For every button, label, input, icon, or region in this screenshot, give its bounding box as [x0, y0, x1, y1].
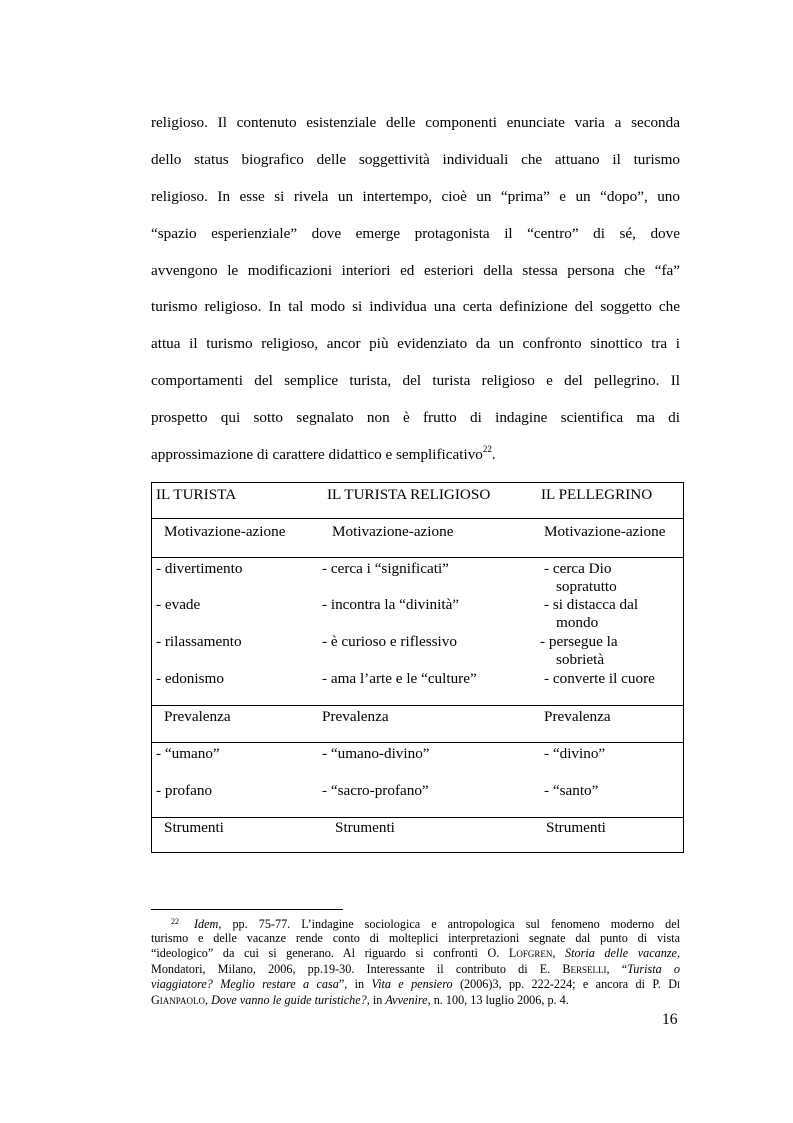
table-subheader: Prevalenza — [164, 708, 231, 725]
footnote-line — [151, 946, 680, 960]
table-cell: - evade — [156, 596, 201, 613]
footnote-reference[interactable]: 22 — [482, 444, 492, 454]
table-rule — [152, 742, 683, 743]
table-subheader: Motivazione-azione — [544, 523, 666, 540]
body-line: religioso. Il contenuto esistenziale delle componenti enunciate varia a seconda — [151, 114, 680, 131]
footnote-italic: viaggiatore? Meglio restare a casa — [151, 977, 339, 991]
table-cell: - rilassamento — [156, 633, 242, 650]
footnote-italic: Idem — [194, 917, 219, 931]
footnote-italic: Storia delle vacanze, — [565, 946, 681, 960]
comparison-table — [151, 482, 684, 853]
body-line: prospetto qui sotto segnalato non è frutto di indagine scientifica ma di — [151, 409, 680, 426]
table-cell-wrap: mondo — [556, 614, 599, 631]
table-cell — [540, 633, 618, 669]
table-cell: - ama l’arte e le “culture” — [322, 670, 477, 687]
table-subheader: Motivazione-azione — [164, 523, 286, 540]
table-cell: - profano — [156, 782, 213, 799]
table-cell-text: - persegue la — [540, 633, 618, 650]
table-cell — [544, 560, 617, 596]
table-cell: - converte il cuore — [544, 670, 655, 687]
body-line: dello status biografico delle soggettività individuali che attuano il turismo — [151, 151, 680, 168]
table-cell: - divertimento — [156, 560, 243, 577]
table-rule — [152, 705, 683, 706]
body-line-end: . — [491, 446, 496, 463]
footnote-text: , in — [366, 993, 386, 1007]
table-cell — [544, 596, 638, 632]
body-line: attua il turismo religioso, ancor più evidenziato da un confronto sinottico tra i — [151, 335, 680, 352]
footnote-italic: Turista o — [627, 962, 680, 976]
table-cell: - incontra la “divinità” — [322, 596, 460, 613]
table-cell-text: - cerca Dio — [544, 560, 612, 577]
footnote-text: , — [552, 946, 566, 960]
table-subheader: Prevalenza — [322, 708, 389, 725]
table-subheader: Strumenti — [546, 819, 606, 836]
footnote-author: Berselli — [562, 962, 607, 976]
footnote-text: , “ — [606, 962, 628, 976]
table-cell: - “santo” — [544, 782, 599, 799]
table-cell-text: - si distacca dal — [544, 596, 639, 613]
table-subheader: Strumenti — [164, 819, 224, 836]
footnote-author: Di — [668, 977, 680, 991]
footnote-italic: Dove vanno le guide turistiche? — [211, 993, 367, 1007]
page-number: 16 — [662, 1011, 678, 1028]
footnote-text: “ideologico” da cui si generano. Al riguardo si confronti O. — [151, 946, 509, 960]
footnote-author: Lofgren — [508, 946, 553, 960]
body-line: avvengono le modificazioni interiori ed esteriori della stessa persona che “fa” — [151, 262, 680, 279]
table-rule — [152, 817, 683, 818]
table-subheader: Motivazione-azione — [332, 523, 454, 540]
footnote-italic: Vita e pensiero — [371, 977, 453, 991]
footnote-line: turismo e delle vacanze rende conto di molteplici interpretazioni segnate dal punto di vista — [151, 931, 680, 945]
footnote-text: , n. 100, 13 luglio 2006, p. 4. — [427, 993, 569, 1007]
table-cell: - edonismo — [156, 670, 224, 687]
footnote-text: , pp. 75-77. L’indagine sociologica e antropologica sul fenomeno moderno del — [218, 917, 680, 931]
table-header: IL TURISTA — [156, 486, 237, 503]
body-line-text: approssimazione di carattere didattico e semplificativo — [151, 446, 483, 463]
table-subheader: Strumenti — [335, 819, 395, 836]
footnote-number: 22 — [171, 917, 179, 926]
footnote-line — [151, 977, 680, 991]
footnote-text: Mondatori, Milano, 2006, pp.19-30. Interessante il contributo di E. — [151, 962, 563, 976]
table-cell: - “divino” — [544, 745, 606, 762]
table-cell: - “umano” — [156, 745, 220, 762]
body-line: “spazio esperienziale” dove emerge protagonista il “centro” di sé, dove — [151, 225, 680, 242]
table-cell: - è curioso e riflessivo — [322, 633, 457, 650]
body-line: turismo religioso. In tal modo si individua una certa definizione del soggetto che — [151, 298, 680, 315]
table-rule — [152, 518, 683, 519]
body-line-last — [151, 446, 680, 464]
footnote-text: , — [204, 993, 212, 1007]
table-subheader: Prevalenza — [544, 708, 611, 725]
table-header: IL TURISTA RELIGIOSO — [327, 486, 491, 503]
table-header: IL PELLEGRINO — [541, 486, 653, 503]
footnote-text: ”, in — [338, 977, 372, 991]
footnote-italic: Avvenire — [385, 993, 428, 1007]
table-cell-wrap: sopratutto — [556, 578, 617, 595]
footnote-line — [151, 915, 680, 931]
table-cell: - “umano-divino” — [322, 745, 430, 762]
table-cell-wrap: sobrietà — [556, 651, 605, 668]
footnote-author: Gianpaolo — [151, 993, 205, 1007]
body-line: comportamenti del semplice turista, del turista religioso e del pellegrino. Il — [151, 372, 680, 389]
footnote-text: (2006)3, pp. 222-224; e ancora di P. — [452, 977, 669, 991]
body-line: religioso. In esse si rivela un intertempo, cioè un “prima” e un “dopo”, uno — [151, 188, 680, 205]
footnote-separator — [151, 909, 343, 910]
table-rule — [152, 557, 683, 558]
table-cell: - cerca i “significati” — [322, 560, 449, 577]
footnote-line — [151, 962, 680, 976]
footnote-line — [151, 993, 680, 1007]
table-cell: - “sacro-profano” — [322, 782, 429, 799]
